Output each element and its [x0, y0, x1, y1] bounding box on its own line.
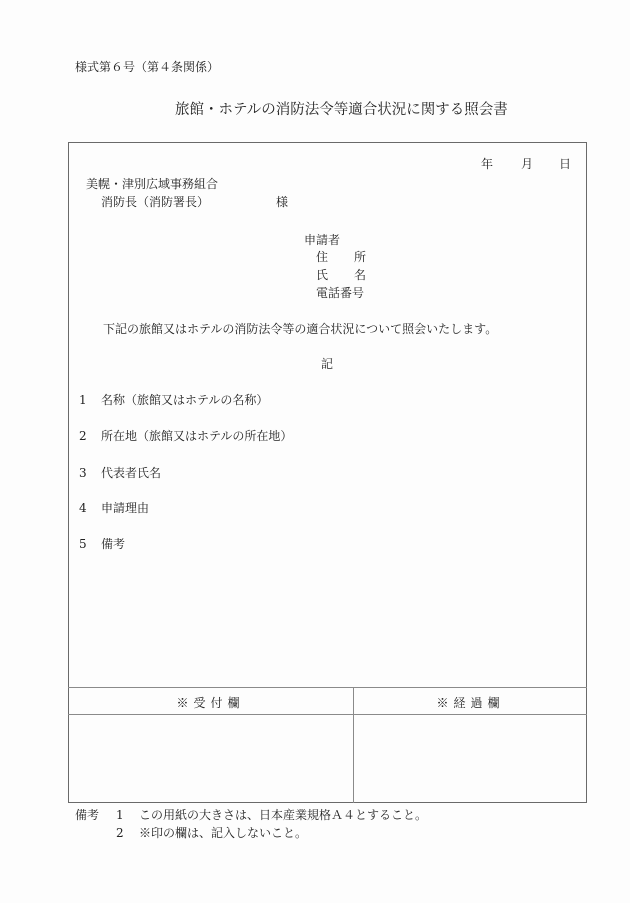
date-month-label: 月 [521, 157, 534, 171]
progress-column-header: ※経過欄 [436, 696, 505, 710]
name-label-part1: 氏 [316, 268, 329, 282]
reception-column-header: ※受付欄 [176, 696, 245, 710]
item-label: 名称（旅館又はホテルの名称） [101, 393, 269, 407]
inquiry-statement: 下記の旅館又はホテルの消防法令等の適合状況について照会いたします。 [103, 322, 498, 336]
item-number: 1 [79, 393, 87, 407]
document-title: 旅館・ホテルの消防法令等適合状況に関する照会書 [175, 102, 508, 118]
item-label: 所在地（旅館又はホテルの所在地） [101, 429, 293, 443]
date-day-label: 日 [559, 157, 572, 171]
reception-field[interactable] [69, 715, 353, 802]
item-label: 申請理由 [101, 501, 150, 515]
note-text: ※印の欄は、記入しないこと。 [139, 826, 308, 840]
notes-heading: 備考 [75, 808, 100, 822]
item-label: 備考 [101, 537, 126, 551]
date-year-label: 年 [481, 157, 494, 171]
recipient-organization: 美幌・津別広域事務組合 [86, 177, 219, 191]
progress-field[interactable] [354, 715, 586, 802]
item-number: 4 [79, 501, 87, 515]
recipient-honorific: 様 [276, 195, 289, 209]
address-label-part2: 所 [354, 250, 367, 264]
item-label: 代表者氏名 [101, 466, 162, 480]
item-number: 3 [79, 466, 87, 480]
phone-label: 電話番号 [316, 286, 365, 300]
ki-marker: 記 [321, 357, 334, 371]
note-number: 2 [116, 826, 124, 840]
form-number: 様式第６号（第４条関係） [75, 60, 220, 74]
item-number: 5 [79, 537, 87, 551]
applicant-heading: 申請者 [304, 233, 341, 247]
recipient-position: 消防長（消防署長） [101, 195, 210, 209]
name-label-part2: 名 [354, 268, 367, 282]
table-top-border [68, 687, 587, 688]
item-number: 2 [79, 429, 87, 443]
address-label-part1: 住 [316, 250, 329, 264]
note-number: 1 [116, 808, 124, 822]
note-text: この用紙の大きさは、日本産業規格Ａ４とすること。 [139, 808, 428, 822]
